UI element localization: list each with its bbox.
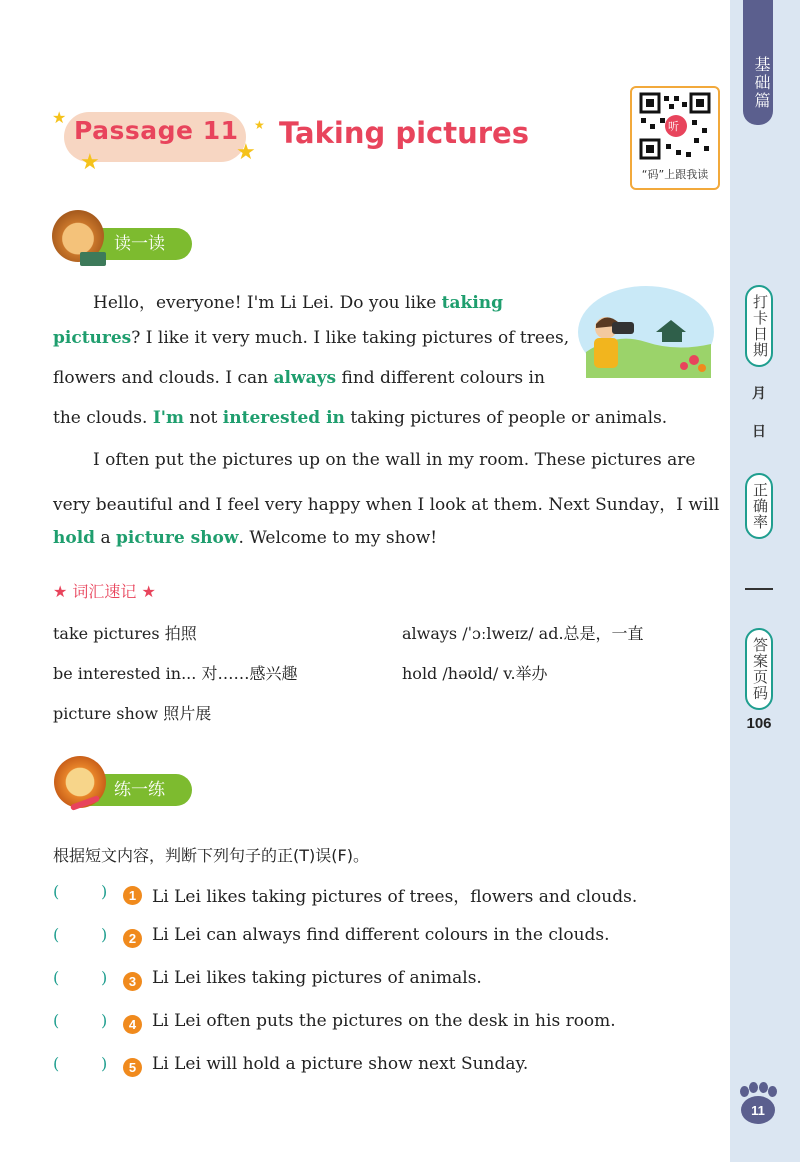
paragraph-line [53,528,437,548]
vocab-item: picture show 照片展 [53,704,212,723]
star-icon: ★ [236,140,256,165]
book-icon [80,252,106,266]
side-panel [730,0,800,1162]
text-segment: flowers and clouds. I can [53,368,274,388]
vocab-item: hold /həʊld/ v.举办 [402,664,548,683]
question-row [53,925,673,955]
answer-paren-close: ) [101,925,108,944]
checkin-date-label: 打卡日期 [745,285,773,367]
answer-paren-open: ( [53,1054,60,1073]
section-tab: 基础篇 [743,0,773,125]
question-number: 2 [123,929,142,948]
question-number: 3 [123,972,142,991]
question-text: Li Lei likes taking pictures of trees，flowers and clouds. [152,887,638,907]
text-segment: taking pictures of people or animals. [344,408,668,428]
text-segment: I often put the pictures up on the wall in my room. These pictures are [93,450,696,470]
question-text: Li Lei will hold a picture show next Sunday. [152,1054,529,1074]
answer-paren-open: ( [53,925,60,944]
text-segment: a [95,528,116,548]
answer-blank[interactable] [61,882,99,906]
question-row [53,1011,673,1041]
answer-blank[interactable] [61,1054,99,1078]
practice-section-label: 练一练 [62,774,192,806]
paragraph-line [53,490,719,515]
star-icon: ★ [80,150,100,175]
listen-icon-label: 听 [668,120,679,133]
question-number: 1 [123,886,142,905]
answer-paren-open: ( [53,1011,60,1030]
question-row [53,968,673,998]
answer-paren-open: ( [53,882,60,901]
text-segment: the clouds. [53,408,153,428]
highlighted-word: hold [53,528,96,548]
text-segment: find different colours in [336,368,545,388]
vocab-item: always /ˈɔːlweɪz/ ad.总是，一直 [402,624,644,643]
highlighted-word: pictures [53,328,132,348]
text-segment: . Welcome to my show! [238,528,438,548]
text-segment: Hello，everyone! I'm Li Lei. Do you like [93,293,442,313]
answer-paren-close: ) [101,968,108,987]
photographer-illustration [576,282,716,382]
question-number: 4 [123,1015,142,1034]
qr-caption: “码”上跟我读 [641,168,709,181]
paragraph-line [93,288,503,313]
highlighted-word: always [273,368,337,388]
highlighted-word: interested in [222,408,345,428]
highlighted-word: I'm [152,408,184,428]
question-row [53,882,673,912]
page-title: Taking pictures [279,116,529,150]
vocab-item: be interested in... 对……感兴趣 [53,664,298,683]
question-row [53,1054,673,1084]
page-number: 11 [741,1096,775,1124]
question-text: Li Lei can always find different colours in the clouds. [152,925,610,945]
scalloped-edge [722,0,738,1162]
text-segment: very beautiful and I feel very happy when I look at them. Next Sunday，I will [53,495,720,515]
paragraph-line [53,368,545,388]
star-icon: ★ [254,118,265,132]
star-icon: ★ [52,108,67,127]
answer-paren-close: ) [101,1054,108,1073]
instruction: 根据短文内容，判断下列句子的正(T)误(F)。 [53,846,369,865]
answer-paren-open: ( [53,968,60,987]
day-label: 日 [752,424,766,440]
vocab-item: take pictures 拍照 [53,624,197,643]
question-text: Li Lei often puts the pictures on the desk in his room. [152,1011,616,1031]
paragraph-line [93,450,695,470]
question-number: 5 [123,1058,142,1077]
highlighted-word: taking [441,293,504,313]
answer-blank[interactable] [61,968,99,992]
answer-paren-close: ) [101,882,108,901]
text-segment: ? I like it very much. I like taking pictures of trees, [131,328,570,348]
answer-paren-close: ) [101,1011,108,1030]
passage-label: Passage 11 [74,116,239,145]
month-label: 月 [752,386,766,402]
paw-page-badge [738,1082,778,1126]
accuracy-label: 正确率 [745,473,773,539]
highlighted-word: picture show [116,528,239,548]
divider [745,588,773,590]
answer-page-number: 106 [746,715,772,732]
text-segment: not [183,408,223,428]
answer-page-label: 答案页码 [745,628,773,710]
vocab-title: ★ 词汇速记 ★ [53,582,156,601]
answer-blank[interactable] [61,1011,99,1035]
paragraph-line [53,328,569,348]
question-text: Li Lei likes taking pictures of animals. [152,968,482,988]
paragraph-line [53,408,667,428]
read-section-label: 读一读 [62,228,192,260]
answer-blank[interactable] [61,925,99,949]
